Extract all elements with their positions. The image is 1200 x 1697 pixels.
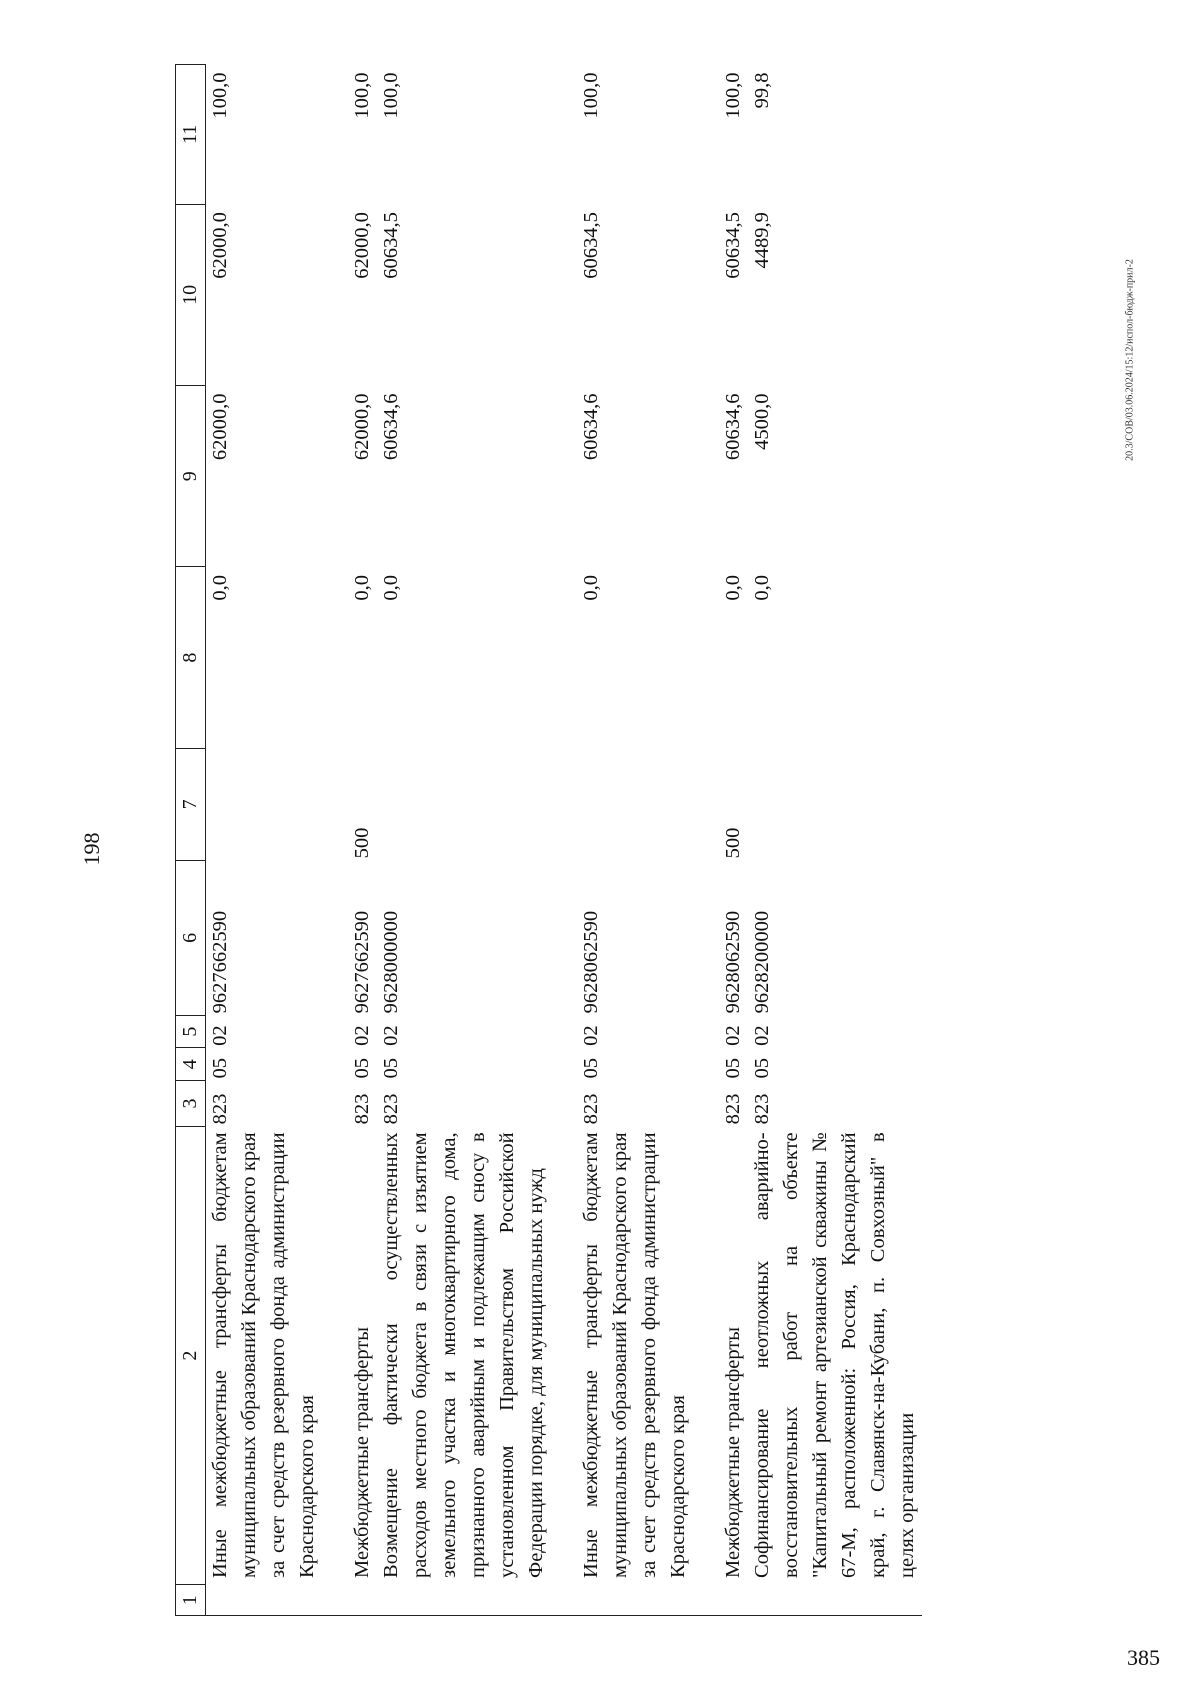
header-cell: 11 — [176, 65, 206, 205]
cell-col8: 0,0 — [351, 574, 373, 601]
cell-subsection: 02 — [722, 1025, 744, 1046]
header-cell: 9 — [176, 386, 206, 567]
cell-col8: 0,0 — [722, 574, 744, 601]
cell-section: 05 — [351, 1058, 373, 1079]
page-number: 198 — [79, 832, 104, 866]
cell-col10: 60634,5 — [580, 212, 602, 279]
cell-subsection: 02 — [380, 1025, 402, 1046]
cell-1 — [719, 1585, 748, 1616]
sheet-number: 385 — [1127, 1645, 1160, 1670]
cell-1 — [348, 1585, 377, 1616]
cell-col10: 60634,5 — [722, 212, 744, 279]
cell-expense-type — [577, 748, 693, 860]
table-row — [577, 65, 693, 1616]
cell-col8: 0,0 — [380, 574, 402, 601]
table-row — [377, 65, 551, 1616]
cell-ministry: 823 — [722, 1093, 744, 1125]
cell-col11: 100,0 — [351, 72, 373, 119]
table-row — [348, 65, 377, 1616]
header-cell: 8 — [176, 567, 206, 748]
cell-1 — [206, 1585, 323, 1616]
cell-target-article: 9628000000 — [380, 910, 402, 1014]
cell-ministry: 823 — [580, 1093, 602, 1125]
cell-description: Возмещение фактически осуществленных расходов местного бюджета в связи с изъятием земельного участка и многоквартирного дома, признанного аварийным и подлежащим сносу в установленном Правительством Российской Федерации порядке, для муниципальных нужд — [380, 1132, 547, 1578]
cell-expense-type: 500 — [722, 827, 744, 859]
cell-section: 05 — [380, 1058, 402, 1079]
cell-col11: 100,0 — [209, 72, 231, 119]
cell-description: Межбюджетные трансферты — [351, 1326, 373, 1578]
budget-table-container — [175, 64, 1200, 1606]
cell-description: Межбюджетные трансферты — [722, 1326, 744, 1578]
header-cell: 2 — [176, 1126, 206, 1585]
table-header-row — [176, 65, 206, 1616]
header-cell: 7 — [176, 748, 206, 860]
cell-target-article: 9627662590 — [351, 910, 373, 1014]
cell-col10: 60634,5 — [380, 212, 402, 279]
cell-subsection: 02 — [751, 1025, 773, 1046]
cell-expense-type: 500 — [351, 827, 373, 859]
cell-col9: 4500,0 — [751, 393, 773, 450]
cell-1 — [748, 1585, 922, 1616]
header-cell: 1 — [176, 1585, 206, 1616]
cell-col9: 62000,0 — [209, 393, 231, 461]
cell-target-article: 9628200000 — [751, 910, 773, 1014]
cell-col11: 100,0 — [580, 72, 602, 119]
table-row — [748, 65, 922, 1616]
cell-target-article: 9628062590 — [580, 910, 602, 1014]
cell-section: 05 — [722, 1058, 744, 1079]
cell-subsection: 02 — [580, 1025, 602, 1046]
cell-col9: 60634,6 — [722, 393, 744, 461]
cell-target-article: 9627662590 — [209, 910, 231, 1014]
cell-col11: 100,0 — [380, 72, 402, 119]
cell-col9: 62000,0 — [351, 393, 373, 461]
cell-expense-type — [748, 748, 922, 860]
cell-section: 05 — [209, 1058, 231, 1079]
cell-col8: 0,0 — [751, 574, 773, 601]
header-cell: 10 — [176, 204, 206, 385]
header-cell: 3 — [176, 1081, 206, 1127]
cell-target-article: 9628062590 — [722, 910, 744, 1014]
cell-description: Иные межбюджетные трансферты бюджетам муниципальных образований Краснодарского края за счет средств резервного фонда администрации Краснодарского края — [580, 1132, 689, 1578]
cell-col9: 60634,6 — [380, 393, 402, 461]
cell-ministry: 823 — [751, 1093, 773, 1125]
cell-section: 05 — [751, 1058, 773, 1079]
cell-col10: 62000,0 — [209, 212, 231, 279]
header-cell: 6 — [176, 860, 206, 1015]
cell-col8: 0,0 — [580, 574, 602, 601]
cell-ministry: 823 — [380, 1093, 402, 1125]
cell-description: Иные межбюджетные трансферты бюджетам муниципальных образований Краснодарского края за счет средств резервного фонда администрации Краснодарского края — [209, 1132, 318, 1578]
budget-table — [175, 64, 922, 1616]
cell-ministry: 823 — [209, 1093, 231, 1125]
cell-expense-type — [206, 748, 323, 860]
cell-col10: 62000,0 — [351, 212, 373, 279]
header-cell: 5 — [176, 1015, 206, 1048]
cell-col8: 0,0 — [209, 574, 231, 601]
cell-expense-type — [377, 748, 551, 860]
cell-description: Софинансирование неотложных аварийно-восстановительных работ на объекте "Капитальный ремонт артезианской скважины № 67-М, расположенной: Россия, Краснодарский край, г. Славянск-на-Кубани, п. Совхозный" в целях организации — [751, 1132, 918, 1578]
table-row — [206, 65, 323, 1616]
cell-ministry: 823 — [351, 1093, 373, 1125]
cell-col11: 100,0 — [722, 72, 744, 119]
cell-col9: 60634,6 — [580, 393, 602, 461]
table-row — [719, 65, 748, 1616]
cell-subsection: 02 — [209, 1025, 231, 1046]
cell-1 — [577, 1585, 693, 1616]
header-cell: 4 — [176, 1048, 206, 1081]
cell-section: 05 — [580, 1058, 602, 1079]
cell-col11: 99,8 — [751, 72, 773, 109]
file-stamp: 20.3/СОВ/03.06.2024/15:12/испол-бюдж-прил-2 — [1124, 259, 1136, 461]
cell-subsection: 02 — [351, 1025, 373, 1046]
cell-col10: 4489,9 — [751, 212, 773, 269]
cell-1 — [377, 1585, 551, 1616]
